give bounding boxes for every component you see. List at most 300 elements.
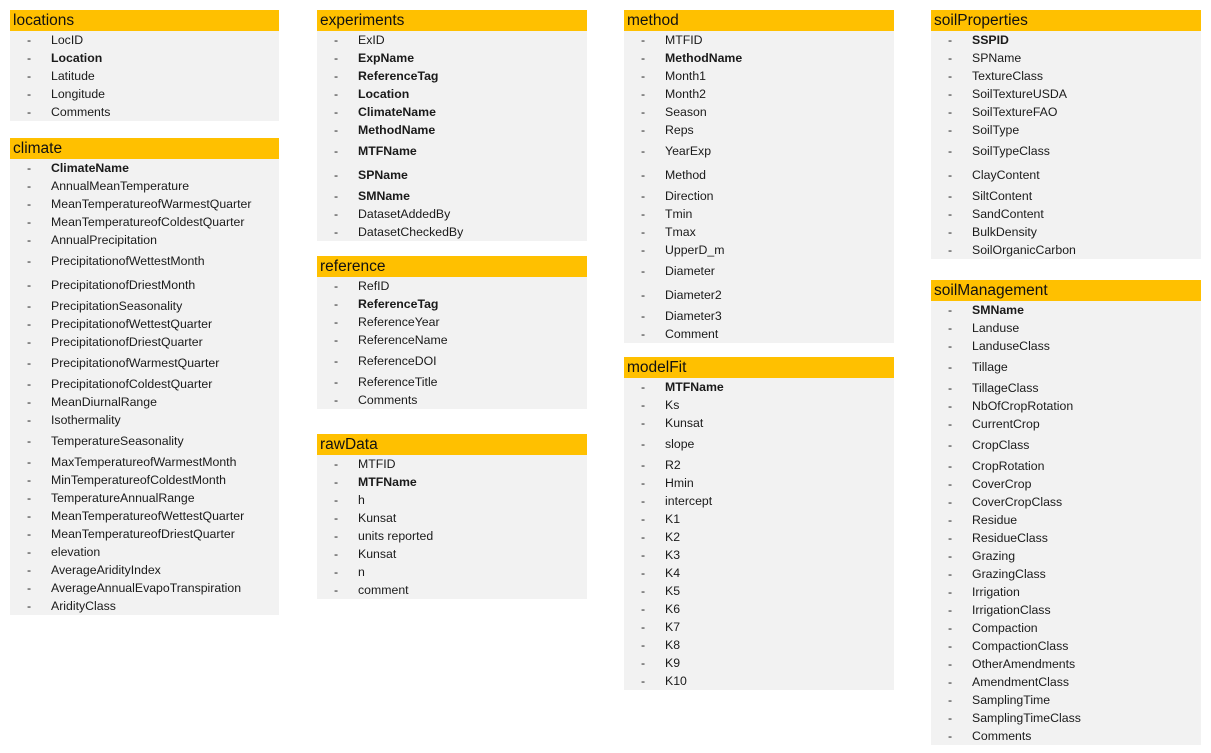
table-method — [624, 10, 894, 343]
field-name: MethodName — [358, 123, 436, 137]
field-row — [317, 391, 587, 409]
field-name: units reported — [358, 529, 434, 543]
field-name: Direction — [665, 189, 714, 203]
bullet-dash: - — [641, 207, 646, 221]
field-name: ExID — [358, 33, 385, 47]
field-name: K3 — [665, 548, 681, 562]
bullet-dash: - — [641, 638, 646, 652]
table-soilProperties — [931, 10, 1201, 259]
field-row — [624, 546, 894, 564]
field-name: Month1 — [665, 69, 707, 83]
bullet-dash: - — [334, 33, 339, 47]
field-name: DatasetAddedBy — [358, 207, 451, 221]
field-name: AridityClass — [51, 599, 116, 613]
field-name: K7 — [665, 620, 681, 634]
field-row — [931, 85, 1201, 103]
field-name: SoilTypeClass — [972, 144, 1050, 158]
field-row — [10, 489, 279, 507]
field-row — [10, 393, 279, 411]
field-row — [10, 273, 279, 297]
field-name: MeanTemperatureofWettestQuarter — [51, 509, 245, 523]
field-row — [317, 49, 587, 67]
bullet-dash: - — [27, 69, 32, 83]
field-name: ReferenceName — [358, 333, 448, 347]
field-row — [624, 139, 894, 163]
table-soilManagement — [931, 280, 1201, 745]
bullet-dash: - — [948, 495, 953, 509]
field-name: Reps — [665, 123, 694, 137]
bullet-dash: - — [641, 105, 646, 119]
bullet-dash: - — [334, 393, 339, 407]
field-row — [317, 163, 587, 187]
field-name: h — [358, 493, 365, 507]
bullet-dash: - — [27, 377, 32, 391]
field-name: MinTemperatureofColdestMonth — [51, 473, 226, 487]
field-name: ReferenceDOI — [358, 354, 437, 368]
bullet-dash: - — [641, 602, 646, 616]
field-row — [931, 493, 1201, 511]
field-name: MTFName — [665, 380, 724, 394]
field-name: Kunsat — [358, 547, 397, 561]
field-row — [10, 411, 279, 429]
field-row — [624, 456, 894, 474]
bullet-dash: - — [334, 297, 339, 311]
field-name: PrecipitationofWettestMonth — [51, 254, 205, 268]
field-name: Kunsat — [358, 511, 397, 525]
field-name: SPName — [358, 168, 408, 182]
field-name: Grazing — [972, 549, 1016, 563]
bullet-dash: - — [27, 545, 32, 559]
bullet-dash: - — [334, 144, 339, 158]
field-row — [317, 509, 587, 527]
field-name: SSPID — [972, 33, 1009, 47]
field-row — [624, 187, 894, 205]
field-row — [10, 213, 279, 231]
table-rawData — [317, 434, 587, 599]
field-name: PrecipitationofColdestQuarter — [51, 377, 213, 391]
field-row — [931, 223, 1201, 241]
bullet-dash: - — [27, 599, 32, 613]
bullet-dash: - — [27, 278, 32, 292]
field-name: ReferenceTitle — [358, 375, 438, 389]
field-name: CoverCropClass — [972, 495, 1063, 509]
bullet-dash: - — [27, 395, 32, 409]
bullet-dash: - — [948, 639, 953, 653]
field-row — [931, 637, 1201, 655]
field-row — [10, 315, 279, 333]
bullet-dash: - — [948, 168, 953, 182]
field-name: TextureClass — [972, 69, 1044, 83]
bullet-dash: - — [641, 437, 646, 451]
field-row — [317, 581, 587, 599]
field-row — [10, 49, 279, 67]
field-row — [624, 528, 894, 546]
bullet-dash: - — [948, 438, 953, 452]
field-name: SoilType — [972, 123, 1020, 137]
field-name: K4 — [665, 566, 681, 580]
field-name: PrecipitationofDriestQuarter — [51, 335, 203, 349]
field-name: CropRotation — [972, 459, 1045, 473]
bullet-dash: - — [334, 333, 339, 347]
field-name: PrecipitationofWarmestQuarter — [51, 356, 220, 370]
field-row — [624, 618, 894, 636]
field-row — [624, 103, 894, 121]
field-row — [624, 121, 894, 139]
field-row — [931, 241, 1201, 259]
field-name: n — [358, 565, 365, 579]
field-row — [10, 249, 279, 273]
field-name: MTFName — [358, 475, 417, 489]
field-name: intercept — [665, 494, 713, 508]
field-row — [624, 564, 894, 582]
bullet-dash: - — [334, 475, 339, 489]
bullet-dash: - — [948, 360, 953, 374]
bullet-dash: - — [641, 264, 646, 278]
bullet-dash: - — [334, 168, 339, 182]
field-name: MeanDiurnalRange — [51, 395, 157, 409]
field-name: Tillage — [972, 360, 1008, 374]
field-row — [931, 103, 1201, 121]
table-locations — [10, 10, 279, 121]
field-row — [931, 565, 1201, 583]
field-row — [10, 429, 279, 453]
bullet-dash: - — [27, 563, 32, 577]
field-name: elevation — [51, 545, 101, 559]
field-name: Season — [665, 105, 707, 119]
field-name: Irrigation — [972, 585, 1020, 599]
bullet-dash: - — [334, 189, 339, 203]
field-row — [624, 582, 894, 600]
bullet-dash: - — [27, 33, 32, 47]
bullet-dash: - — [948, 603, 953, 617]
field-row — [624, 223, 894, 241]
field-row — [931, 691, 1201, 709]
field-name: Comments — [51, 105, 111, 119]
field-row — [10, 85, 279, 103]
field-name: SMName — [358, 189, 410, 203]
table-header: climate — [10, 138, 279, 159]
field-row — [624, 283, 894, 307]
field-row — [931, 49, 1201, 67]
bullet-dash: - — [641, 87, 646, 101]
field-row — [10, 333, 279, 351]
field-name: MaxTemperatureofWarmestMonth — [51, 455, 237, 469]
table-header: locations — [10, 10, 279, 31]
field-name: SoilOrganicCarbon — [972, 243, 1076, 257]
field-name: Diameter — [665, 264, 715, 278]
bullet-dash: - — [641, 243, 646, 257]
field-name: NbOfCropRotation — [972, 399, 1074, 413]
bullet-dash: - — [27, 254, 32, 268]
field-row — [624, 85, 894, 103]
field-row — [624, 49, 894, 67]
field-row — [931, 379, 1201, 397]
field-name: TemperatureSeasonality — [51, 434, 184, 448]
field-row — [10, 453, 279, 471]
field-row — [931, 619, 1201, 637]
bullet-dash: - — [948, 513, 953, 527]
field-row — [931, 457, 1201, 475]
field-name: Kunsat — [665, 416, 704, 430]
field-row — [931, 415, 1201, 433]
bullet-dash: - — [27, 51, 32, 65]
field-name: K9 — [665, 656, 681, 670]
bullet-dash: - — [334, 123, 339, 137]
bullet-dash: - — [948, 303, 953, 317]
bullet-dash: - — [27, 197, 32, 211]
bullet-dash: - — [948, 585, 953, 599]
field-row — [931, 355, 1201, 379]
field-row — [10, 195, 279, 213]
field-row — [931, 121, 1201, 139]
bullet-dash: - — [27, 527, 32, 541]
field-name: Tmin — [665, 207, 693, 221]
bullet-dash: - — [27, 413, 32, 427]
bullet-dash: - — [334, 457, 339, 471]
table-header: reference — [317, 256, 587, 277]
bullet-dash: - — [27, 356, 32, 370]
bullet-dash: - — [948, 339, 953, 353]
field-row — [10, 351, 279, 375]
field-row — [317, 349, 587, 373]
field-row — [624, 31, 894, 49]
bullet-dash: - — [334, 315, 339, 329]
bullet-dash: - — [334, 279, 339, 293]
table-header: rawData — [317, 434, 587, 455]
field-list — [317, 31, 587, 241]
field-list — [624, 31, 894, 343]
bullet-dash: - — [948, 531, 953, 545]
field-name: Residue — [972, 513, 1018, 527]
field-row — [624, 241, 894, 259]
bullet-dash: - — [27, 161, 32, 175]
field-name: Latitude — [51, 69, 95, 83]
field-list — [317, 277, 587, 409]
table-header: soilProperties — [931, 10, 1201, 31]
bullet-dash: - — [948, 711, 953, 725]
field-name: AnnualPrecipitation — [51, 233, 157, 247]
bullet-dash: - — [334, 493, 339, 507]
bullet-dash: - — [948, 729, 953, 743]
field-row — [624, 67, 894, 85]
field-row — [931, 205, 1201, 223]
bullet-dash: - — [641, 189, 646, 203]
field-row — [317, 205, 587, 223]
bullet-dash: - — [641, 398, 646, 412]
field-name: CropClass — [972, 438, 1030, 452]
field-name: SamplingTime — [972, 693, 1051, 707]
field-row — [10, 471, 279, 489]
bullet-dash: - — [641, 476, 646, 490]
field-row — [10, 103, 279, 121]
table-climate — [10, 138, 279, 615]
field-row — [317, 473, 587, 491]
field-name: Month2 — [665, 87, 707, 101]
field-row — [931, 673, 1201, 691]
field-row — [624, 432, 894, 456]
field-row — [624, 672, 894, 690]
field-name: AverageAridityIndex — [51, 563, 161, 577]
table-modelFit — [624, 357, 894, 690]
bullet-dash: - — [641, 674, 646, 688]
field-name: MeanTemperatureofDriestQuarter — [51, 527, 235, 541]
field-row — [317, 563, 587, 581]
field-name: SiltContent — [972, 189, 1033, 203]
field-name: Hmin — [665, 476, 694, 490]
field-row — [10, 507, 279, 525]
bullet-dash: - — [641, 327, 646, 341]
field-name: comment — [358, 583, 409, 597]
bullet-dash: - — [641, 458, 646, 472]
field-row — [10, 597, 279, 615]
bullet-dash: - — [948, 207, 953, 221]
bullet-dash: - — [641, 33, 646, 47]
field-name: IrrigationClass — [972, 603, 1051, 617]
field-row — [931, 583, 1201, 601]
bullet-dash: - — [948, 693, 953, 707]
field-row — [10, 177, 279, 195]
field-name: R2 — [665, 458, 681, 472]
bullet-dash: - — [948, 87, 953, 101]
field-list — [624, 378, 894, 690]
field-row — [10, 67, 279, 85]
bullet-dash: - — [948, 123, 953, 137]
field-row — [931, 301, 1201, 319]
field-name: MeanTemperatureofColdestQuarter — [51, 215, 245, 229]
field-row — [624, 414, 894, 432]
field-list — [317, 455, 587, 599]
bullet-dash: - — [641, 288, 646, 302]
field-name: ClimateName — [51, 161, 129, 175]
field-name: PrecipitationofWettestQuarter — [51, 317, 213, 331]
field-row — [317, 139, 587, 163]
field-name: ResidueClass — [972, 531, 1048, 545]
field-name: Tmax — [665, 225, 696, 239]
field-row — [931, 397, 1201, 415]
table-header: method — [624, 10, 894, 31]
table-header: experiments — [317, 10, 587, 31]
field-row — [624, 474, 894, 492]
field-name: Isothermality — [51, 413, 121, 427]
bullet-dash: - — [948, 144, 953, 158]
field-name: PrecipitationSeasonality — [51, 299, 183, 313]
field-name: OtherAmendments — [972, 657, 1076, 671]
bullet-dash: - — [641, 494, 646, 508]
bullet-dash: - — [641, 309, 646, 323]
bullet-dash: - — [948, 675, 953, 689]
field-row — [624, 510, 894, 528]
field-row — [317, 313, 587, 331]
bullet-dash: - — [948, 105, 953, 119]
field-name: CoverCrop — [972, 477, 1032, 491]
field-row — [624, 205, 894, 223]
field-row — [317, 121, 587, 139]
field-name: MTFName — [358, 144, 417, 158]
field-row — [10, 159, 279, 177]
field-row — [931, 433, 1201, 457]
bullet-dash: - — [948, 477, 953, 491]
bullet-dash: - — [27, 179, 32, 193]
field-name: MethodName — [665, 51, 743, 65]
bullet-dash: - — [641, 144, 646, 158]
field-name: Comments — [358, 393, 418, 407]
bullet-dash: - — [334, 511, 339, 525]
bullet-dash: - — [334, 69, 339, 83]
field-row — [931, 475, 1201, 493]
field-list — [10, 159, 279, 615]
field-name: ReferenceTag — [358, 69, 439, 83]
field-row — [317, 277, 587, 295]
field-name: LanduseClass — [972, 339, 1050, 353]
table-experiments — [317, 10, 587, 241]
bullet-dash: - — [641, 380, 646, 394]
bullet-dash: - — [334, 105, 339, 119]
field-name: RefID — [358, 279, 390, 293]
field-row — [10, 561, 279, 579]
field-name: Method — [665, 168, 707, 182]
field-row — [10, 231, 279, 249]
bullet-dash: - — [641, 512, 646, 526]
field-name: UpperD_m — [665, 243, 725, 257]
field-row — [931, 601, 1201, 619]
bullet-dash: - — [27, 491, 32, 505]
field-row — [931, 67, 1201, 85]
bullet-dash: - — [948, 621, 953, 635]
bullet-dash: - — [27, 233, 32, 247]
field-row — [931, 163, 1201, 187]
field-name: K10 — [665, 674, 687, 688]
field-row — [624, 600, 894, 618]
field-name: ReferenceTag — [358, 297, 439, 311]
field-row — [931, 529, 1201, 547]
field-name: DatasetCheckedBy — [358, 225, 464, 239]
bullet-dash: - — [948, 381, 953, 395]
bullet-dash: - — [641, 69, 646, 83]
field-row — [317, 455, 587, 473]
field-row — [931, 139, 1201, 163]
field-row — [317, 527, 587, 545]
field-name: Landuse — [972, 321, 1020, 335]
bullet-dash: - — [948, 459, 953, 473]
field-name: K8 — [665, 638, 681, 652]
bullet-dash: - — [948, 225, 953, 239]
bullet-dash: - — [948, 417, 953, 431]
bullet-dash: - — [27, 434, 32, 448]
field-row — [317, 491, 587, 509]
table-header: soilManagement — [931, 280, 1201, 301]
field-row — [10, 579, 279, 597]
bullet-dash: - — [27, 581, 32, 595]
field-row — [624, 163, 894, 187]
bullet-dash: - — [641, 548, 646, 562]
bullet-dash: - — [334, 354, 339, 368]
field-name: K5 — [665, 584, 681, 598]
field-row — [931, 319, 1201, 337]
bullet-dash: - — [334, 583, 339, 597]
field-name: Location — [358, 87, 410, 101]
bullet-dash: - — [641, 168, 646, 182]
field-row — [317, 187, 587, 205]
field-row — [317, 223, 587, 241]
field-list — [931, 301, 1201, 745]
field-row — [624, 325, 894, 343]
field-name: SMName — [972, 303, 1024, 317]
table-header: modelFit — [624, 357, 894, 378]
bullet-dash: - — [948, 657, 953, 671]
bullet-dash: - — [641, 416, 646, 430]
bullet-dash: - — [641, 584, 646, 598]
bullet-dash: - — [334, 51, 339, 65]
